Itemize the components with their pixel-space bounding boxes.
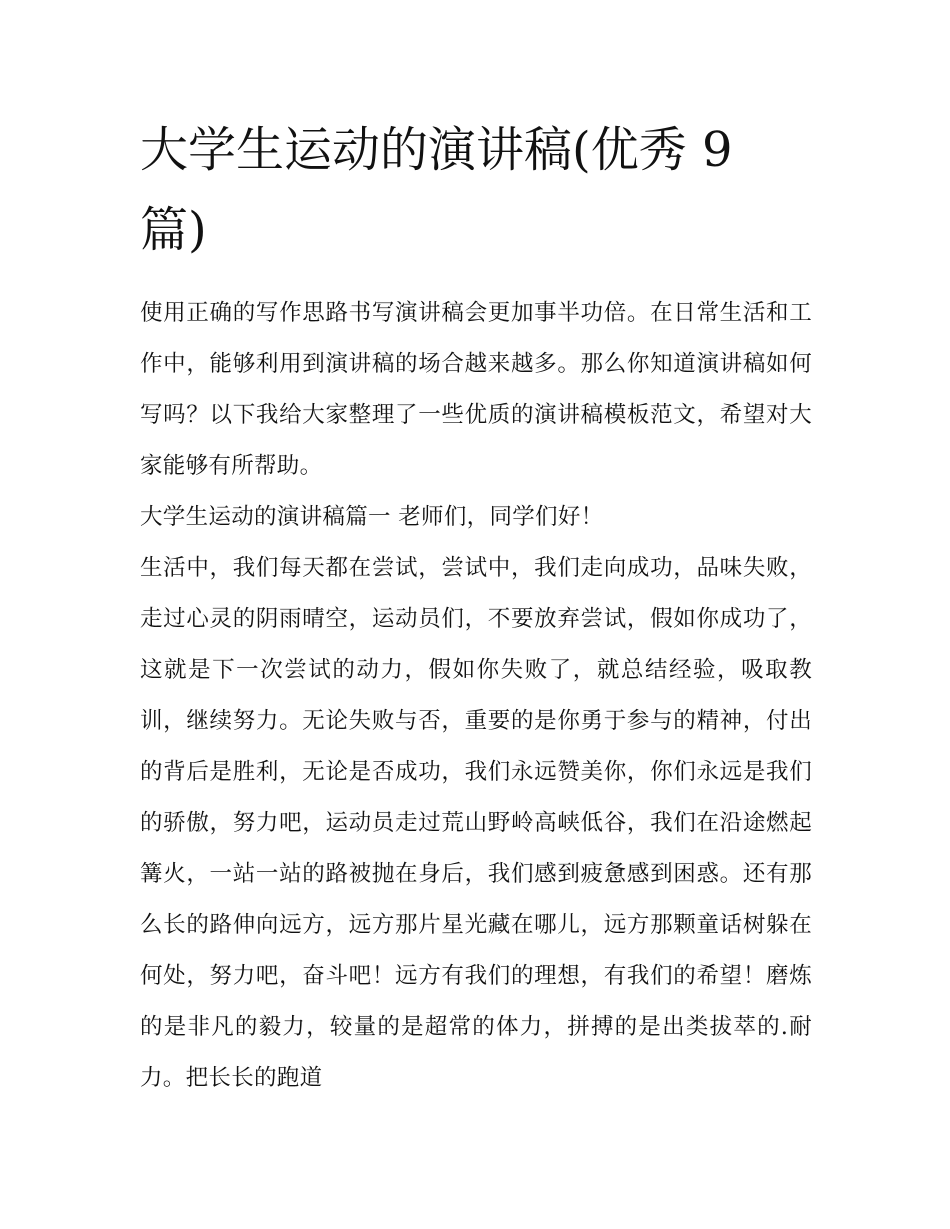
title-line-2: 篇) [140, 202, 207, 258]
intro-paragraph: 使用正确的写作思路书写演讲稿会更加事半功倍。在日常生活和工作中，能够利用到演讲稿的场合越来越多。那么你知道演讲稿如何写吗？以下我给大家整理了一些优质的演讲稿模板范文，希望对大家能够有所帮助。 [140, 300, 812, 479]
section-heading: 大学生运动的演讲稿篇一 老师们，同学们好！ [140, 504, 604, 530]
document-content [140, 110, 812, 1104]
document-title [140, 110, 812, 270]
title-line-1: 大学生运动的演讲稿(优秀 9 [140, 122, 733, 178]
body-paragraph: 生活中，我们每天都在尝试，尝试中，我们走向成功，品味失败，走过心灵的阴雨晴空，运动员们，不要放弃尝试，假如你成功了，这就是下一次尝试的动力，假如你失败了，就总结经验，吸取教训，继续努力。无论失败与否，重要的是你勇于参与的精神，付出的背后是胜利，无论是否成功，我们永远赞美你，你们永远是我们的骄傲，努力吧，运动员走过荒山野岭高峡低谷，我们在沿途燃起篝火，一站一站的路被抛在身后，我们感到疲惫感到困惑。还有那么长的路伸向远方，远方那片星光藏在哪儿，远方那颗童话树躲在何处，努力吧，奋斗吧！远方有我们的理想，有我们的希望！磨炼的是非凡的毅力，较量的是超常的体力，拼搏的是出类拔萃的.耐力。把长长的跑道 [140, 555, 812, 1091]
